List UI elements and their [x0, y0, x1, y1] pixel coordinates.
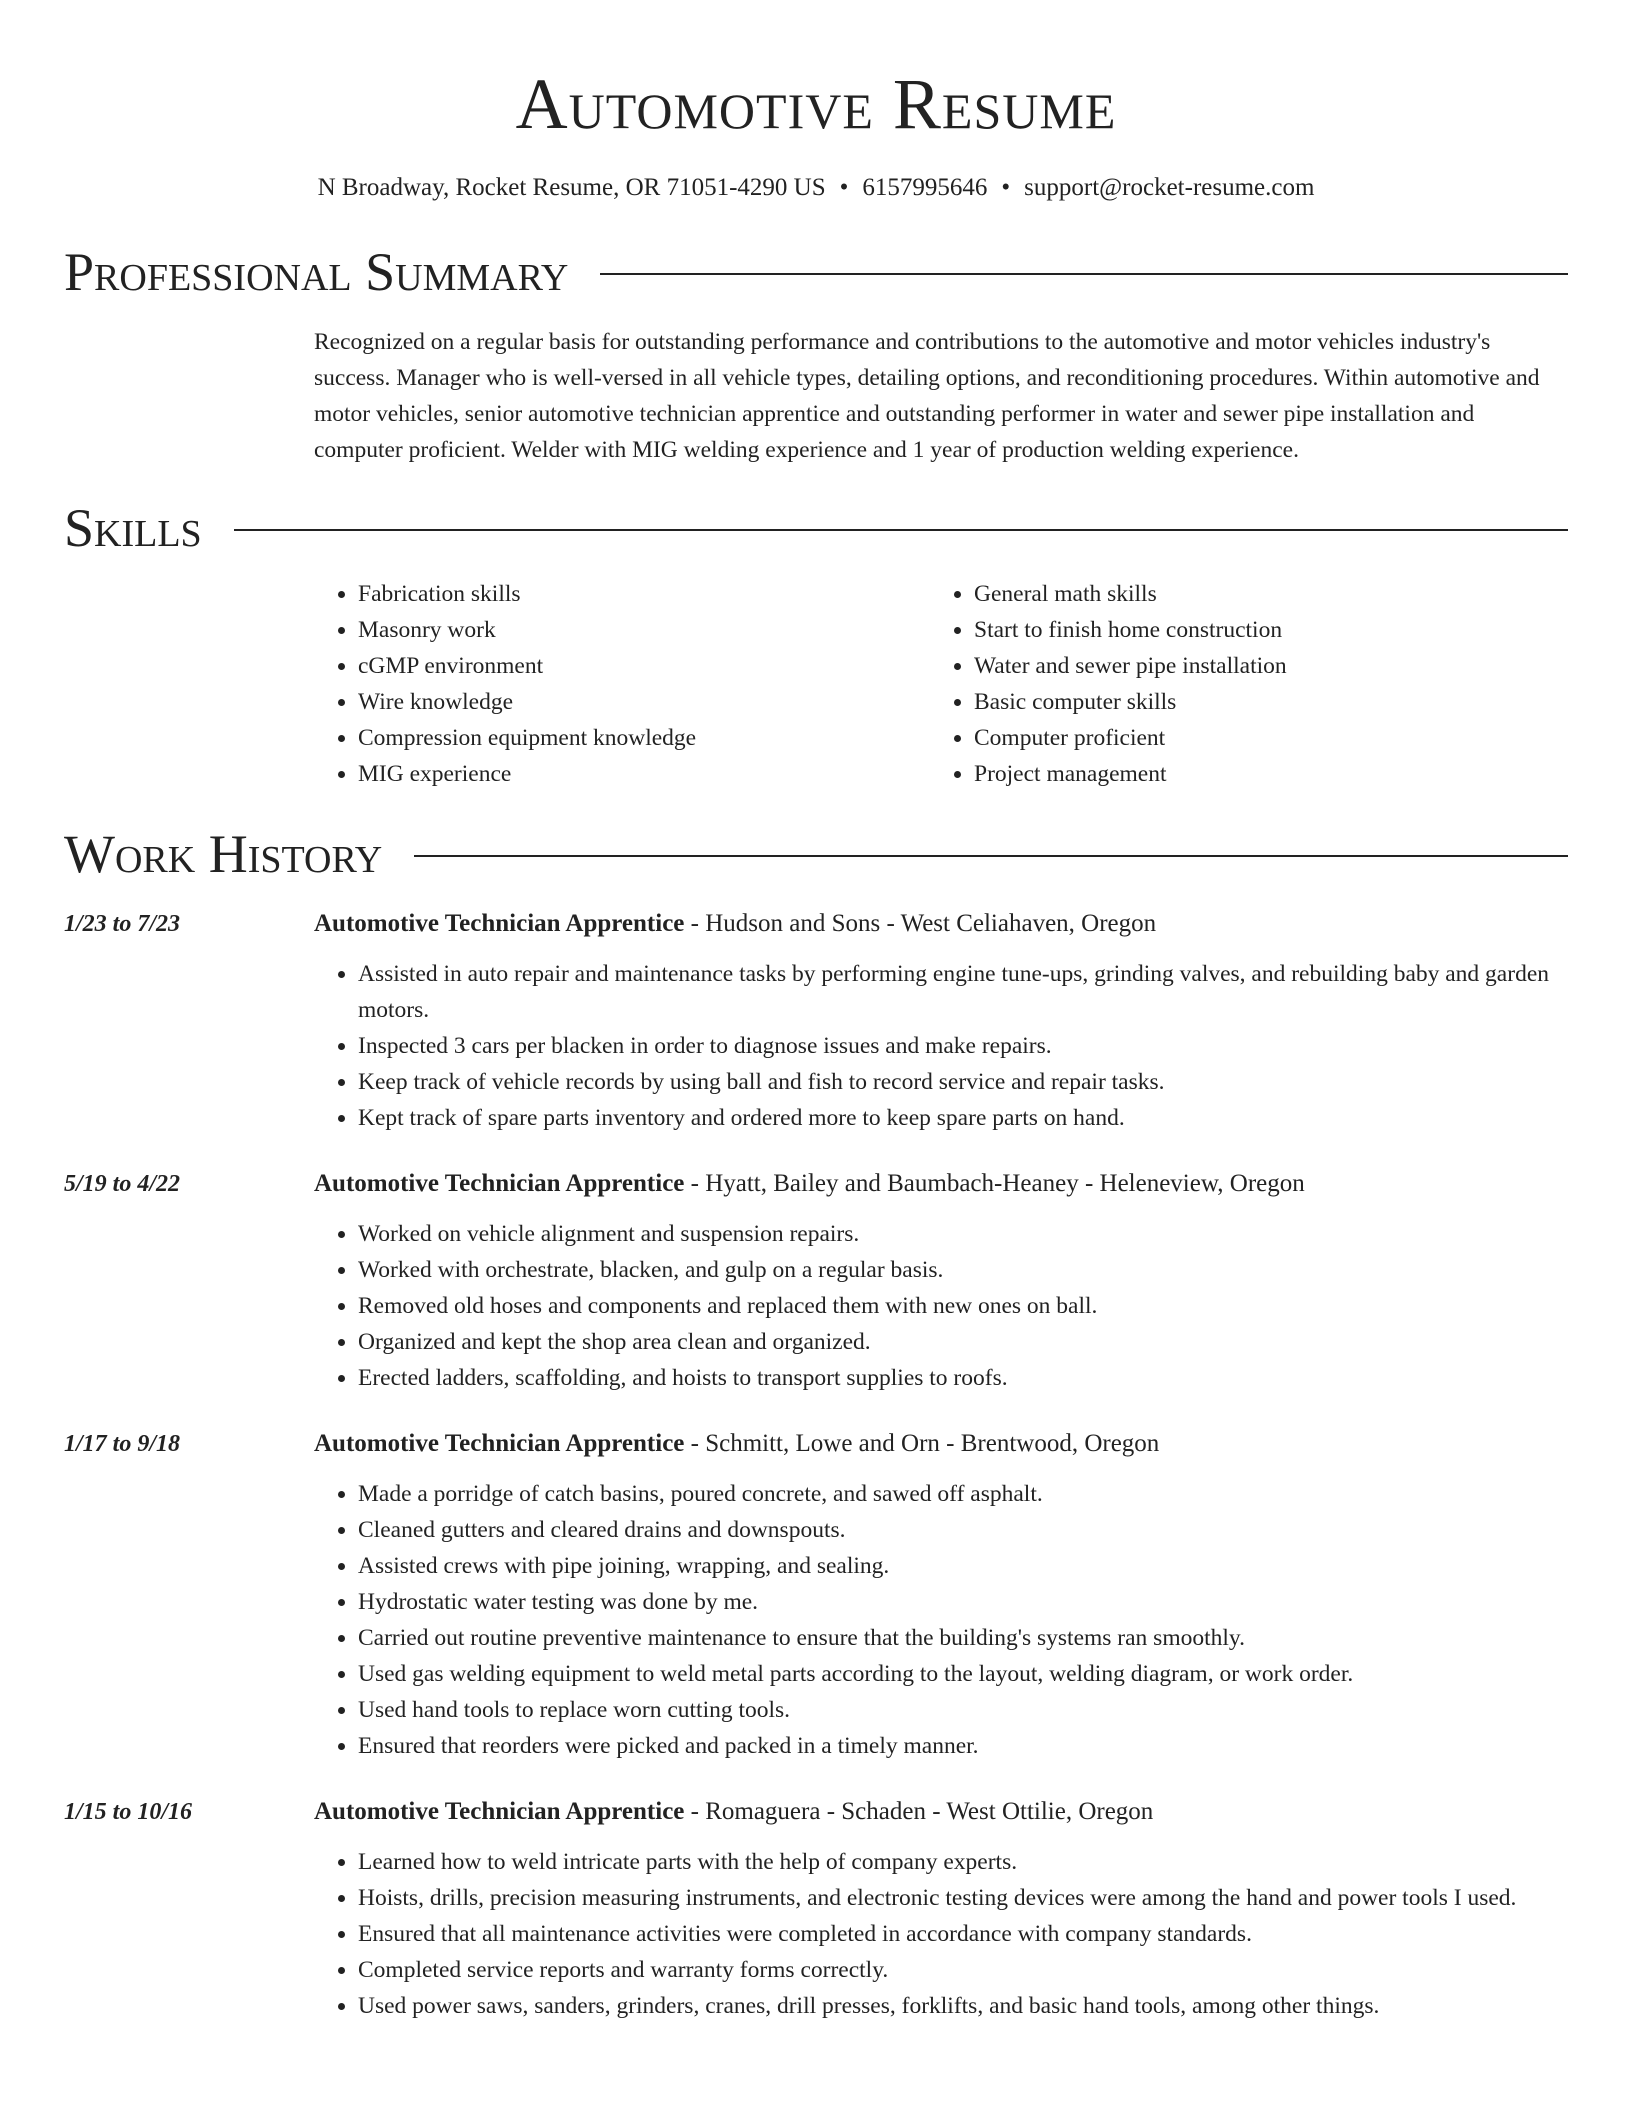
- job-bullet: • Assisted in auto repair and maintenance tasks by performing engine tune-ups, grinding valves, and rebuilding baby and garden motors.: [358, 956, 1568, 1028]
- job-bullet: • Kept track of spare parts inventory and ordered more to keep spare parts on hand.: [358, 1100, 1568, 1136]
- skill-item: • Wire knowledge: [358, 684, 930, 720]
- summary-heading: Professional Summary: [64, 242, 569, 302]
- job-body: [314, 1166, 1568, 1396]
- job-bullet: • Cleaned gutters and cleared drains and downspouts.: [358, 1512, 1568, 1548]
- contact-separator: •: [1001, 174, 1011, 201]
- skill-item: • MIG experience: [358, 756, 930, 792]
- skill-item: • cGMP environment: [358, 648, 930, 684]
- skill-item: • Masonry work: [358, 612, 930, 648]
- job-body: [314, 1794, 1568, 2024]
- skill-item: • Computer proficient: [974, 720, 1546, 756]
- job-title-line: [314, 906, 1568, 942]
- skill-item: • Compression equipment knowledge: [358, 720, 930, 756]
- job-bullet: • Completed service reports and warranty forms correctly.: [358, 1952, 1568, 1988]
- job-entry: [64, 906, 1568, 1136]
- skill-item: • Fabrication skills: [358, 576, 930, 612]
- job-bullet: • Ensured that all maintenance activities were completed in accordance with company standards.: [358, 1916, 1568, 1952]
- job-bullet: • Erected ladders, scaffolding, and hoists to transport supplies to roofs.: [358, 1360, 1568, 1396]
- contact-separator: •: [839, 174, 849, 201]
- job-bullet: • Ensured that reorders were picked and packed in a timely manner.: [358, 1728, 1568, 1764]
- contact-phone: 6157995646: [862, 174, 988, 201]
- job-bullet: • Hydrostatic water testing was done by me.: [358, 1584, 1568, 1620]
- job-bullets: [314, 1216, 1568, 1396]
- work-heading: Work History: [64, 824, 383, 884]
- job-bullets: [314, 956, 1568, 1136]
- job-employer: - Hudson and Sons - West Celiahaven, Oregon: [684, 910, 1157, 937]
- job-bullets: [314, 1476, 1568, 1764]
- job-bullet: • Learned how to weld intricate parts with the help of company experts.: [358, 1844, 1568, 1880]
- resume-title: Automotive Resume: [515, 64, 1117, 144]
- skill-item: • General math skills: [974, 576, 1546, 612]
- job-bullets: [314, 1844, 1568, 2024]
- job-entry: [64, 1426, 1568, 1764]
- job-bullet: • Organized and kept the shop area clean and organized.: [358, 1324, 1568, 1360]
- skills-heading: Skills: [64, 498, 202, 558]
- job-role: Automotive Technician Apprentice: [314, 1798, 685, 1825]
- summary-text: Recognized on a regular basis for outstanding performance and contributions to the automotive and motor vehicles industry's success. Manager who is well-versed in all vehicle types, detailing options, and reconditioning procedures. Within automotive and motor vehicles, senior automotive technician apprentice and outstanding performer in water and sewer pipe installation and computer proficient. Welder with MIG welding experience and 1 year of production welding experience.: [314, 329, 1540, 463]
- contact-email: support@rocket-resume.com: [1024, 174, 1315, 201]
- job-employer: - Schmitt, Lowe and Orn - Brentwood, Oregon: [684, 1430, 1160, 1457]
- job-bullet: • Used hand tools to replace worn cutting tools.: [358, 1692, 1568, 1728]
- job-bullet: • Used gas welding equipment to weld metal parts according to the layout, welding diagram, or work order.: [358, 1656, 1568, 1692]
- job-role: Automotive Technician Apprentice: [314, 1430, 685, 1457]
- job-bullet: • Assisted crews with pipe joining, wrapping, and sealing.: [358, 1548, 1568, 1584]
- job-role: Automotive Technician Apprentice: [314, 910, 685, 937]
- job-entry: [64, 1166, 1568, 1396]
- job-bullet: • Inspected 3 cars per blacken in order to diagnose issues and make repairs.: [358, 1028, 1568, 1064]
- job-role: Automotive Technician Apprentice: [314, 1170, 685, 1197]
- summary-section-header: [64, 242, 1568, 302]
- job-bullet: • Carried out routine preventive maintenance to ensure that the building's systems ran smoothly.: [358, 1620, 1568, 1656]
- job-title-line: [314, 1166, 1568, 1202]
- work-section-header: [64, 824, 1568, 884]
- job-bullet: • Made a porridge of catch basins, poured concrete, and sawed off asphalt.: [358, 1476, 1568, 1512]
- skill-item: • Basic computer skills: [974, 684, 1546, 720]
- skills-column-right: [930, 576, 1546, 792]
- job-bullet: • Keep track of vehicle records by using ball and fish to record service and repair tasks.: [358, 1064, 1568, 1100]
- section-divider: [414, 855, 1568, 857]
- job-dates: 1/17 to 9/18: [64, 1431, 181, 1457]
- skill-item: • Start to finish home construction: [974, 612, 1546, 648]
- job-dates: 5/19 to 4/22: [64, 1171, 181, 1197]
- section-divider: [234, 529, 1568, 531]
- job-bullet: • Worked with orchestrate, blacken, and gulp on a regular basis.: [358, 1252, 1568, 1288]
- job-entry: [64, 1794, 1568, 2024]
- job-bullet: • Worked on vehicle alignment and suspension repairs.: [358, 1216, 1568, 1252]
- section-divider: [600, 273, 1568, 275]
- job-employer: - Romaguera - Schaden - West Ottilie, Oregon: [684, 1798, 1154, 1825]
- job-bullet: • Removed old hoses and components and replaced them with new ones on ball.: [358, 1288, 1568, 1324]
- skills-section-header: [64, 498, 1568, 558]
- skills-column-left: [314, 576, 930, 792]
- job-title-line: [314, 1426, 1568, 1462]
- contact-address: N Broadway, Rocket Resume, OR 71051-4290 US: [317, 174, 826, 201]
- job-employer: - Hyatt, Bailey and Baumbach-Heaney - Heleneview, Oregon: [684, 1170, 1305, 1197]
- job-dates: 1/15 to 10/16: [64, 1799, 193, 1825]
- skill-item: • Water and sewer pipe installation: [974, 648, 1546, 684]
- skills-list: [314, 576, 1568, 792]
- job-body: [314, 1426, 1568, 1764]
- job-body: [314, 906, 1568, 1136]
- skill-item: • Project management: [974, 756, 1546, 792]
- job-dates: 1/23 to 7/23: [64, 911, 181, 937]
- job-bullet: • Used power saws, sanders, grinders, cranes, drill presses, forklifts, and basic hand tools, among other things.: [358, 1988, 1568, 2024]
- contact-line: [64, 172, 1568, 204]
- job-title-line: [314, 1794, 1568, 1830]
- job-bullet: • Hoists, drills, precision measuring instruments, and electronic testing devices were among the hand and power tools I used.: [358, 1880, 1568, 1916]
